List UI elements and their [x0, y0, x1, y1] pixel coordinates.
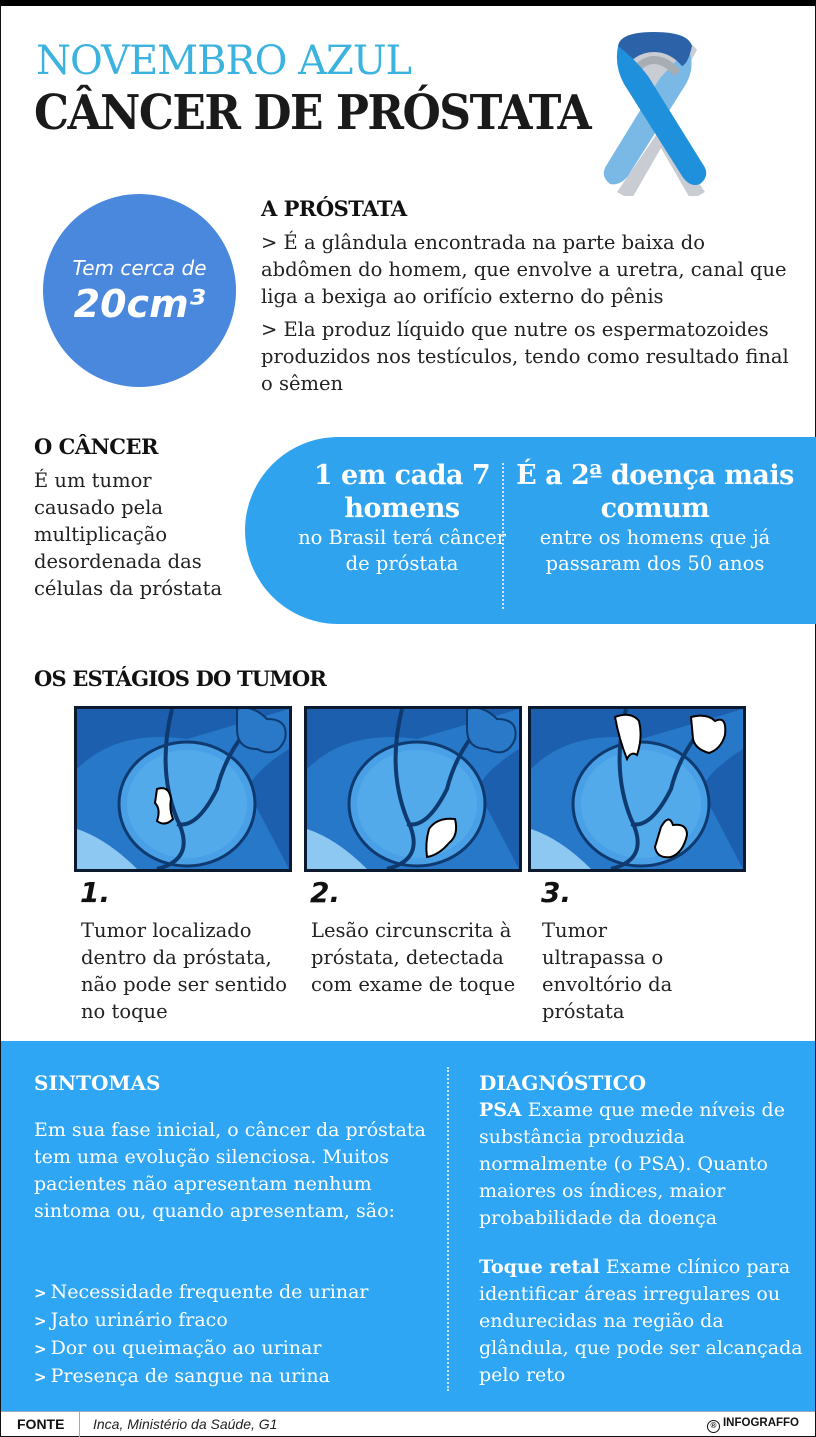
stat-ranking-headline: É a 2ª doença mais comum: [516, 460, 794, 524]
cancer-heading: O CÂNCER: [34, 434, 158, 459]
diagnosis-psa-term: PSA: [479, 1099, 522, 1121]
stage-3-text: Tumor ultrapassa o envoltório da próstata: [542, 919, 673, 1023]
stage-2-number: 2.: [310, 876, 341, 909]
cancer-description: É um tumor causado pela multiplicação desordenada das células da próstata: [34, 469, 223, 600]
diagnosis-toque-term: Toque retal: [479, 1256, 600, 1278]
source-value: Inca, Ministério da Saúde, G1: [93, 1416, 278, 1432]
prostate-heading: A PRÓSTATA: [261, 196, 407, 221]
brand-name: INFOGRAFFO: [722, 1417, 799, 1429]
stage-2-text: Lesão circunscrita à próstata, detectada com exame de toque: [311, 919, 516, 996]
symptom-item: > Dor ou queimação ao urinar: [34, 1337, 322, 1359]
symptoms-heading: SINTOMAS: [34, 1071, 161, 1095]
symptoms-intro: Em sua fase inicial, o câncer da próstata tem uma evolução silenciosa. Muitos pacientes não apresentam nenhum sintoma ou, quando apresentam, são:: [34, 1119, 426, 1222]
size-badge-value: 20cm³: [73, 281, 206, 326]
size-badge: [43, 194, 236, 387]
footer: [1, 1411, 815, 1436]
footer-divider: [79, 1412, 80, 1437]
source-label: FONTE: [17, 1416, 65, 1432]
diagnosis-psa-text: Exame que mede níveis de substância produzida normalmente (o PSA). Quanto maiores os índices, maior probabilidade da doença: [479, 1099, 785, 1229]
stats-divider: [502, 463, 504, 609]
stat-incidence: [287, 459, 517, 577]
title-cancer-de-prostata: CÂNCER DE PRÓSTATA: [34, 86, 591, 142]
symptoms-diagnosis-panel: [1, 1041, 815, 1411]
prostate-paragraph-1: > É a glândula encontrada na parte baixa do abdômen do homem, que envolve a uretra, canal que liga a bexiga ao orifício externo do pênis: [261, 231, 787, 308]
stage-3-number: 3.: [541, 876, 572, 909]
size-badge-label: Tem cerca de: [72, 255, 207, 280]
chevron-right-icon: >: [34, 1340, 47, 1358]
awareness-ribbon-icon: [590, 26, 720, 196]
stat-incidence-headline: 1 em cada 7 homens: [313, 460, 491, 524]
title-novembro-azul: NOVEMBRO AZUL: [36, 38, 412, 84]
prostate-stage-3-illustration: [528, 706, 746, 872]
symptoms-list: [34, 1279, 444, 1391]
stat-ranking-text: entre os homens que já passaram dos 50 anos: [539, 526, 771, 575]
chevron-right-icon: >: [34, 1284, 47, 1302]
chevron-right-icon: >: [34, 1368, 47, 1386]
diagnosis-toque-retal: [479, 1254, 809, 1389]
prostate-stage-1-illustration: [74, 706, 292, 872]
stat-ranking: [515, 459, 795, 577]
chevron-right-icon: >: [34, 1312, 47, 1330]
prostate-paragraph-2: > Ela produz líquido que nutre os espermatozoides produzidos nos testículos, tendo como resultado final o sêmen: [261, 318, 789, 395]
column-divider: [447, 1067, 449, 1391]
stages-heading: OS ESTÁGIOS DO TUMOR: [34, 666, 326, 691]
symptom-item: > Necessidade frequente de urinar: [34, 1281, 369, 1303]
prostate-stage-2-illustration: [304, 706, 522, 872]
diagnosis-toque-text: Exame clínico para identificar áreas irregulares ou endurecidas na região da glândula, que pode ser alcançada pelo reto: [479, 1256, 803, 1386]
stat-incidence-text: no Brasil terá câncer de próstata: [298, 526, 506, 575]
diagnosis-psa: [479, 1097, 809, 1232]
brand-credit: [707, 1417, 799, 1433]
stage-1-number: 1.: [80, 876, 111, 909]
symptom-item: > Presença de sangue na urina: [34, 1365, 330, 1387]
symptom-item: > Jato urinário fraco: [34, 1309, 228, 1331]
stage-1-text: Tumor localizado dentro da próstata, não pode ser sentido no toque: [81, 919, 288, 1023]
diagnosis-heading: DIAGNÓSTICO: [479, 1071, 647, 1095]
stats-panel: [245, 437, 816, 624]
registered-icon: ®: [707, 1420, 720, 1433]
